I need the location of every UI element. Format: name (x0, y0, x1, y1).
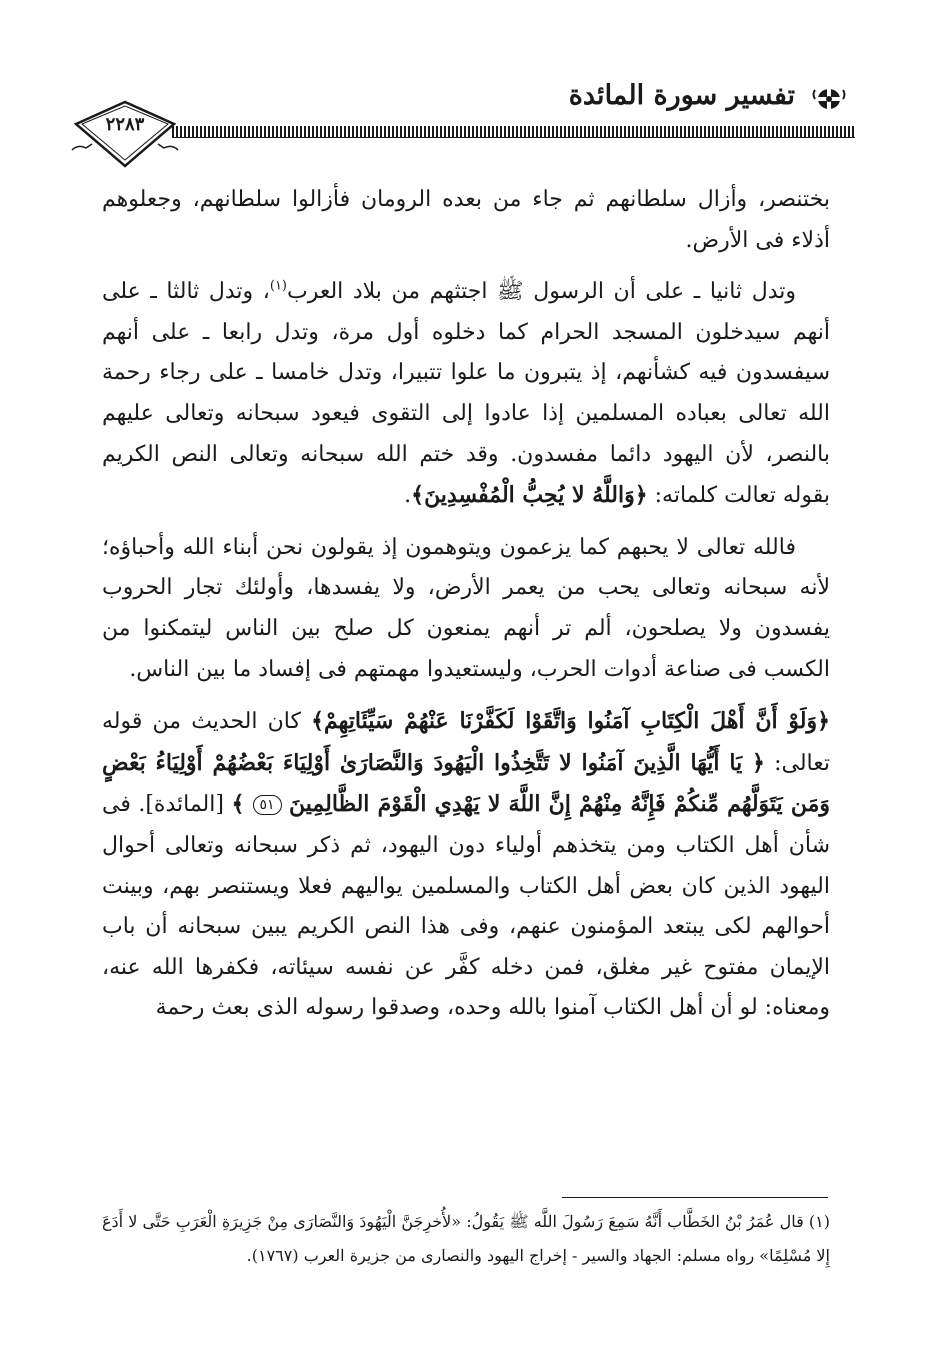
ayah-number-marker: ٥١ (253, 795, 282, 815)
footnote-separator (562, 1197, 828, 1198)
paragraph-3: فالله تعالى لا يحبهم كما يزعمون ويتوهمون إذ يقولون نحن أبناء الله وأحباؤه؛ لأنه سبحانه وتعالى يحب من يعمر الأرض، ولا يفسدها، وأولئك تجار الحروب يفسدون ولا يصلحون، ألم تر أنهم يمنعون كل صلح بين الناس ليتمكنوا من الكسب فى صناعة أدوات الحرب، وليستعيدوا مهمتهم فى إفساد ما بين الناس. (102, 534, 830, 682)
paragraph-4-text: . فى شأن أهل الكتاب ومن يتخذهم أولياء دون اليهود، ثم ذكر سبحانه وتعالى أحوال اليهود الذين كان بعض أهل الكتاب والمسلمين يواليهم فعلا ويستنصر بهم، وبينت أحوالهم لكى يبتعد المؤمنون عنهم، وفى هذا النص الكريم يبين سبحانه أن باب الإيمان مفتوح غير مغلق، فمن دخله كفَّر عن نفسه سيئاته، فكفرها الله عنه، ومعناه: لو أن أهل الكتاب آمنوا بالله وحده، وصدقوا رسوله الذى بعث رحمة (102, 792, 830, 1021)
paragraph-2-text: ، وتدل ثالثا ـ على أنهم سيدخلون المسجد الحرام كما دخلوه أول مرة، وتدل رابعا ـ على أنهم سيفسدون فيه كشأنهم، إذ يتبرون ما علوا تتبيرا، وتدل خامسا ـ على رجاء رحمة الله تعالى بعباده المسلمين إذا عادوا إلى التقوى فيعود سبحانه وتعالى عليهم بالنصر، لأن اليهود دائما مفسدون. وقد ختم الله سبحانه وتعالى النص الكريم بقوله تعالت كلماته: (102, 279, 830, 509)
flower-ornament-icon (811, 84, 847, 114)
main-text (102, 180, 830, 1029)
quran-close-bracket: ﴾ (231, 791, 253, 818)
footnote-ref: (١) (269, 278, 287, 294)
page-number: ٢٢٨٣ (105, 114, 145, 135)
paragraph-2 (102, 272, 830, 517)
footnote-1: (١) قال عُمَرُ بْنُ الخَطَّاب أَنَّهُ سَمِعَ رَسُولَ اللَّه ﷺ يَقُولُ: «لأُخرِجَنَّ الْيَهُودَ وَالنَّصَارَى مِنْ جَزِيرَةِ الْعَرَبِ حَتَّى لا أَدَعَ إِلا مُسْلِمًا» رواه مسلم: الجهاد والسير - إخراج اليهود والنصارى من جزيرة العرب (١٧٦٧). (102, 1212, 830, 1265)
paragraph-2-start: وتدل ثانيا ـ على أن الرسول ﷺ اجتثهم من بلاد العرب (287, 279, 796, 305)
paragraph-4-intro: كان الحديث من قوله تعالى: (102, 709, 830, 776)
paragraph-1: بختنصر، وأزال سلطانهم ثم جاء من بعده الرومان فأزالوا سلطانهم، وجعلوهم أذلاء فى الأرض. (102, 187, 830, 253)
header-ornamental-rule (172, 126, 855, 138)
quran-verse-quoted: ﴿ يَا أَيُّهَا الَّذِينَ آمَنُوا لا تَتَّخِذُوا الْيَهُودَ وَالنَّصَارَىٰ أَوْلِيَاءَ بَعْضُهُمْ أَوْلِيَاءُ بَعْضٍ وَمَن يَتَوَلَّهُم مِّنكُمْ فَإِنَّهُ مِنْهُمْ إِنَّ اللَّهَ لا يَهْدِي الْقَوْمَ الظَّالِمِينَ (102, 749, 830, 818)
paragraph-2-end: . (404, 483, 412, 509)
paragraph-4 (102, 701, 830, 1029)
page-header (70, 78, 855, 178)
quran-verse-heading: ﴿وَلَوْ أَنَّ أَهْلَ الْكِتَابِ آمَنُوا وَاتَّقَوْا لَكَفَّرْنَا عَنْهُمْ سَيِّئَاتِهِمْ﴾ (311, 708, 830, 735)
footnote (102, 1205, 830, 1273)
quran-verse: ﴿وَاللَّهُ لا يُحِبُّ الْمُفْسِدِينَ﴾ (411, 482, 648, 509)
running-title: تفسير سورة المائدة (568, 80, 795, 111)
page-number-badge (70, 100, 180, 168)
surah-reference: [المائدة] (145, 792, 232, 818)
